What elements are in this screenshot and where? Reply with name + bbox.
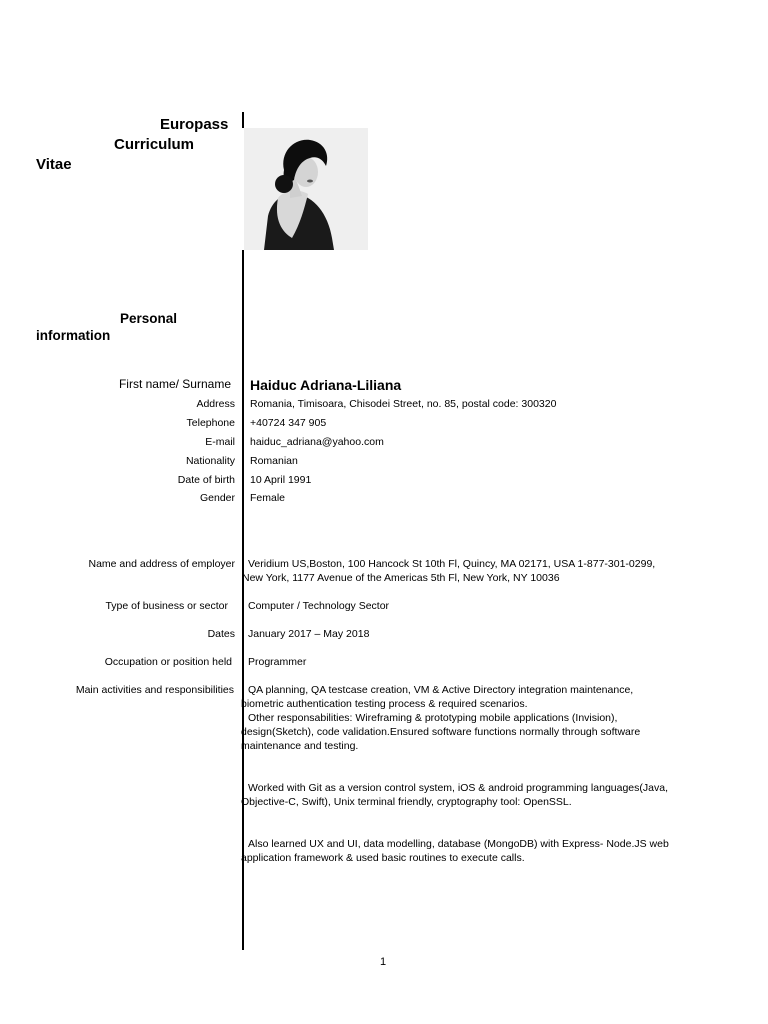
- dates-label: Dates: [207, 628, 235, 640]
- activities-line: Also learned UX and UI, data modelling, database (MongoDB) with Express- Node.JS web: [248, 838, 669, 850]
- activities-line: maintenance and testing.: [241, 740, 359, 752]
- nationality-label: Nationality: [185, 455, 235, 467]
- occupation-value: Programmer: [248, 656, 307, 668]
- title-divider-line: [242, 112, 244, 128]
- activities-line: biometric authentication testing process & required scenarios.: [241, 698, 528, 710]
- employer-line-1: Veridium US,Boston, 100 Hancock St 10th Fl, Quincy, MA 02171, USA 1-877-301-0299,: [248, 558, 656, 570]
- dob-label: Date of birth: [177, 474, 235, 486]
- nationality-value: Romanian: [250, 455, 298, 467]
- cv-title-curriculum: Curriculum: [114, 136, 195, 153]
- employer-label: Name and address of employer: [88, 558, 235, 570]
- activities-line: Worked with Git as a version control system, iOS & android programming languages(Java,: [248, 782, 668, 794]
- telephone-label: Telephone: [186, 417, 235, 429]
- activities-line: Objective-C, Swift), Unix terminal friendly, cryptography tool: OpenSSL.: [241, 796, 572, 808]
- telephone-value: +40724 347 905: [250, 417, 327, 429]
- address-value: Romania, Timisoara, Chisodei Street, no. 85, postal code: 300320: [250, 398, 557, 410]
- name-label: First name/ Surname: [118, 377, 231, 391]
- address-label: Address: [196, 398, 235, 410]
- dates-value: January 2017 – May 2018: [248, 628, 370, 640]
- email-label: E-mail: [205, 436, 235, 448]
- gender-label: Gender: [199, 492, 235, 504]
- name-value: Haiduc Adriana-Liliana: [250, 377, 402, 393]
- personal-info-heading-line1: Personal: [120, 311, 178, 326]
- personal-info-heading-line2: information: [36, 328, 111, 343]
- activities-label: Main activities and responsibilities: [75, 684, 234, 696]
- main-divider-line: [242, 250, 244, 950]
- email-value: haiduc_adriana@yahoo.com: [250, 436, 384, 448]
- portrait-photo: [244, 128, 368, 250]
- dob-value: 10 April 1991: [250, 474, 312, 486]
- activities-line: QA planning, QA testcase creation, VM & Active Directory integration maintenance,: [248, 684, 634, 696]
- occupation-label: Occupation or position held: [104, 656, 232, 668]
- activities-line: application framework & used basic routines to execute calls.: [241, 852, 525, 864]
- cv-title-vitae: Vitae: [36, 156, 72, 173]
- employer-line-2: New York, 1177 Avenue of the Americas 5th Fl, New York, NY 10036: [242, 572, 560, 584]
- page-number: 1: [380, 956, 387, 968]
- cv-title-europass: Europass: [160, 116, 229, 133]
- gender-value: Female: [250, 492, 286, 504]
- business-label: Type of business or sector: [105, 600, 228, 612]
- business-value: Computer / Technology Sector: [248, 600, 390, 612]
- activities-line: design(Sketch), code validation.Ensured software functions normally through software: [241, 726, 641, 738]
- activities-line: Other responsabilities: Wireframing & prototyping mobile applications (Invision),: [248, 712, 618, 724]
